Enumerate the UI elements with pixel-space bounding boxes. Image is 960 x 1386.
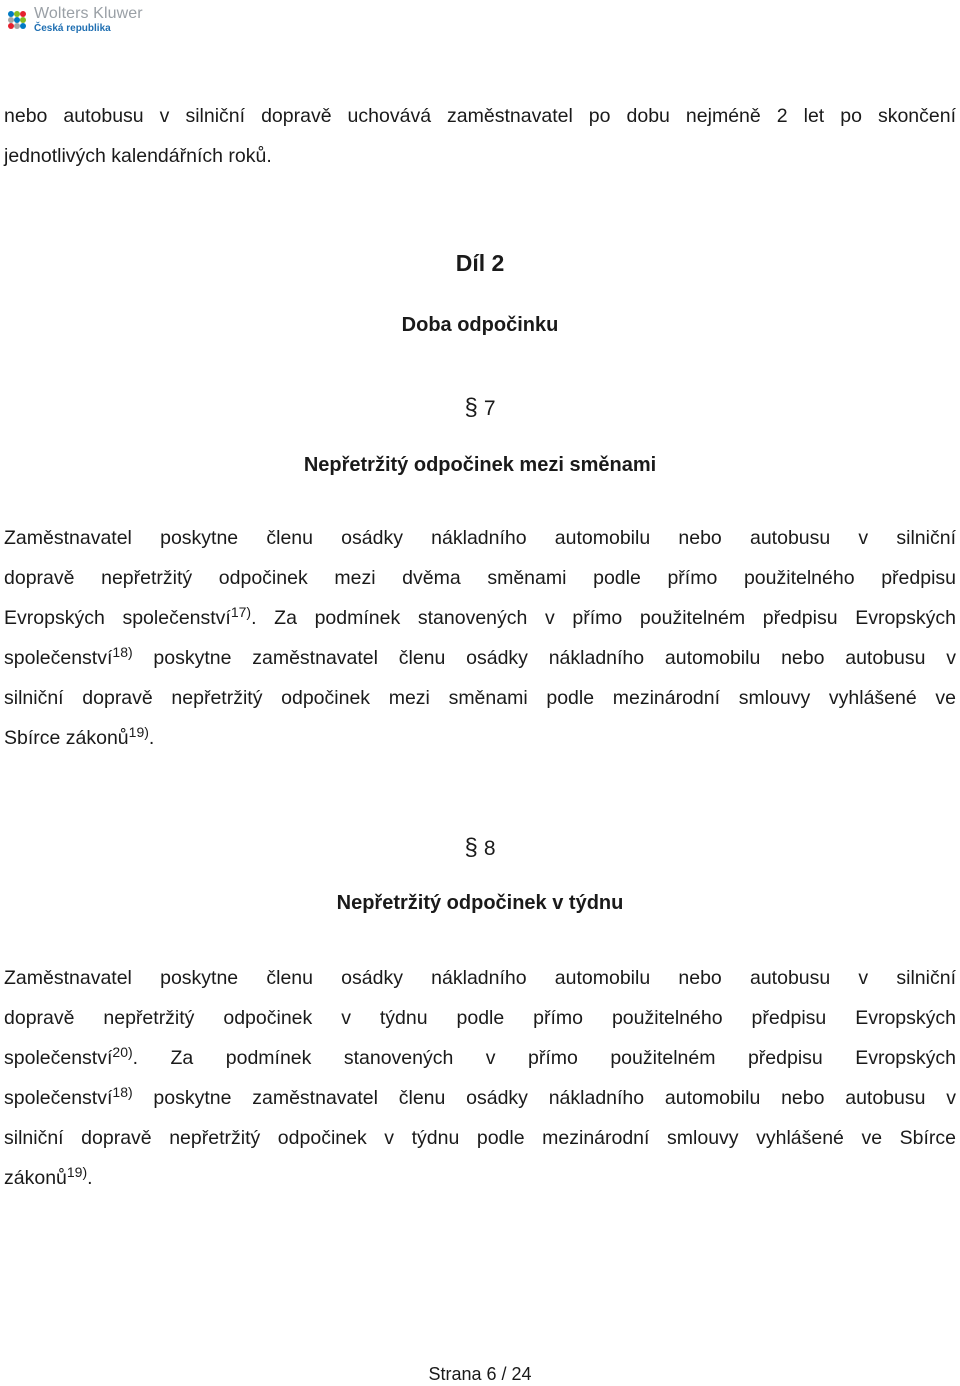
s8-line-2: dopravě nepřetržitý odpočinek v týdnu podle přímo použitelného předpisu Evropských [4,1007,956,1029]
footnote-ref: 18) [112,644,133,660]
footnote-ref: 19) [128,724,149,740]
section-number: 7 [483,397,496,420]
footnote-ref: 18) [112,1084,133,1100]
section-sign-icon: § [464,834,478,861]
part-heading: Díl 2 [455,250,505,276]
footnote-ref: 17) [230,604,252,620]
intro-line-2: jednotlivých kalendářních roků. [4,145,272,167]
footnote-ref: 20) [112,1044,133,1060]
s8-line-6: zákonů$^{19)}$. [4,1164,93,1189]
section-number: 8 [483,837,496,860]
s7-line-4: společenství$^{18)}$ poskytne zaměstnavatel členu osádky nákladního automobilu nebo autobusu v [4,644,956,669]
s7-line-3: Evropských společenství$^{17)}$. Za podmínek stanovených v přímo použitelném předpisu Evropských [4,604,956,629]
section-8-paragraph [4,958,956,1198]
section-7-number [0,394,960,422]
section-7-paragraph [4,518,956,758]
intro-line-1: nebo autobusu v silniční dopravě uchovává zaměstnavatel po dobu nejméně 2 let po skončení [4,105,956,127]
s8-line-5: silniční dopravě nepřetržitý odpočinek v týdnu podle mezinárodní smlouvy vyhlášené ve Sbírce [4,1127,956,1149]
s8-line-3: společenství$^{20)}$. Za podmínek stanovených v přímo použitelném předpisu Evropských [4,1044,956,1069]
intro-paragraph [4,96,956,176]
footnote-ref: 19) [66,1164,88,1180]
s8-line-1: Zaměstnavatel poskytne členu osádky nákladního automobilu nebo autobusu v silniční [4,967,956,989]
s7-line-6: Sbírce zákonů$^{19)}$. [4,724,155,749]
logo-name: Wolters Kluwer [34,5,143,22]
section-8-number [0,834,960,862]
page-number: Strana 6 / 24 [428,1364,532,1384]
section-7-title: Nepřetržitý odpočinek mezi směnami [303,454,657,476]
publisher-logo [4,4,143,36]
logo-subtitle: Česká republika [34,23,111,34]
s7-line-2: dopravě nepřetržitý odpočinek mezi dvěma směnami podle přímo použitelného předpisu [4,567,956,589]
s8-line-4: společenství$^{18)}$ poskytne zaměstnavatel členu osádky nákladního automobilu nebo autobusu v [4,1084,956,1109]
s7-line-1: Zaměstnavatel poskytne členu osádky nákladního automobilu nebo autobusu v silniční [4,527,956,549]
wolters-kluwer-logo-icon [4,7,30,33]
section-sign-icon: § [464,394,478,421]
part-subheading: Doba odpočinku [401,314,559,336]
s7-line-5: silniční dopravě nepřetržitý odpočinek mezi směnami podle mezinárodní smlouvy vyhlášené ve [4,687,956,709]
section-8-title: Nepřetržitý odpočinek v týdnu [336,892,624,914]
